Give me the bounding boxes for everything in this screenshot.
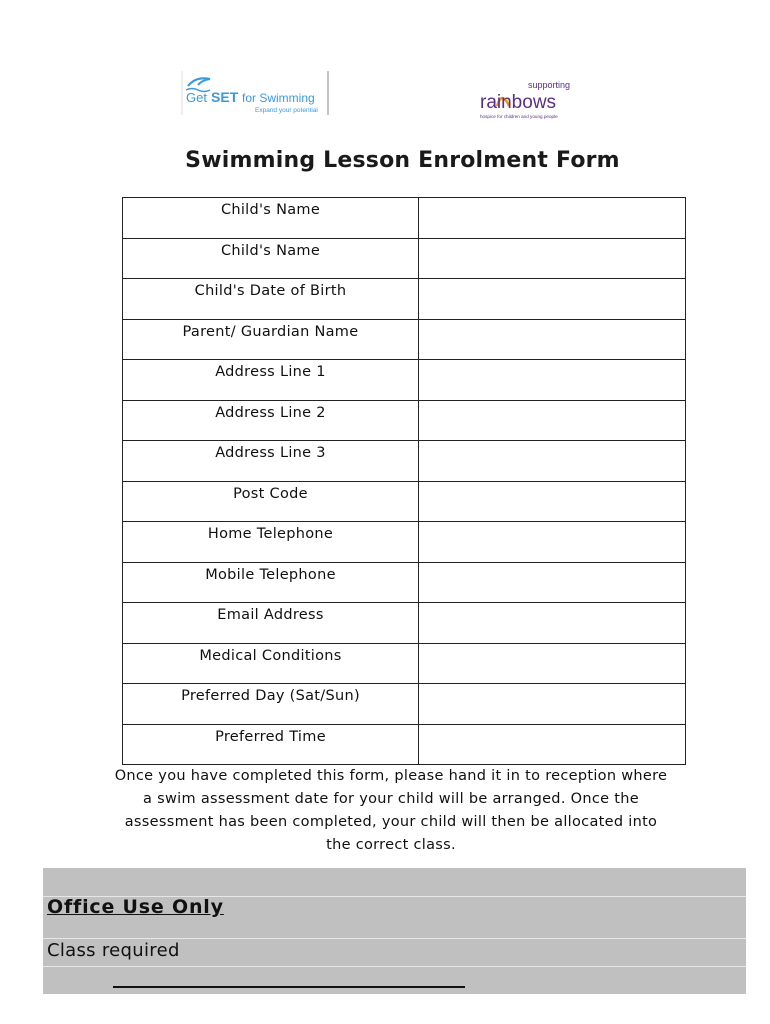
field-label: Parent/ Guardian Name bbox=[123, 319, 419, 360]
divider bbox=[43, 966, 746, 967]
field-label: Preferred Time bbox=[123, 724, 419, 765]
field-input[interactable] bbox=[419, 643, 686, 684]
getset-for-swimming: for Swimming bbox=[242, 91, 315, 105]
instructions-line: assessment has been completed, your child will then be allocated into bbox=[124, 814, 658, 830]
instructions-text bbox=[100, 765, 682, 857]
form-row bbox=[123, 643, 686, 684]
instructions-line: a swim assessment date for your child will be arranged. Once the bbox=[143, 791, 639, 807]
rainbows-name: rainbows bbox=[480, 92, 557, 113]
enrolment-form-table bbox=[122, 197, 686, 765]
field-input[interactable] bbox=[419, 684, 686, 725]
divider bbox=[43, 938, 746, 939]
getset-set: SET bbox=[211, 89, 239, 105]
instructions-line: the correct class. bbox=[326, 837, 456, 853]
field-input[interactable] bbox=[419, 481, 686, 522]
class-required-field[interactable] bbox=[113, 986, 465, 988]
field-label: Email Address bbox=[123, 603, 419, 644]
form-row bbox=[123, 238, 686, 279]
field-input[interactable] bbox=[419, 724, 686, 765]
field-label: Address Line 3 bbox=[123, 441, 419, 482]
field-label: Medical Conditions bbox=[123, 643, 419, 684]
form-row bbox=[123, 724, 686, 765]
office-use-section bbox=[43, 868, 746, 994]
field-label: Address Line 2 bbox=[123, 400, 419, 441]
form-row bbox=[123, 360, 686, 401]
getset-tagline: Expand your potential bbox=[255, 107, 318, 114]
field-input[interactable] bbox=[419, 522, 686, 563]
field-input[interactable] bbox=[419, 198, 686, 239]
form-row bbox=[123, 562, 686, 603]
field-input[interactable] bbox=[419, 360, 686, 401]
field-label: Child's Name bbox=[123, 198, 419, 239]
form-row bbox=[123, 603, 686, 644]
form-row bbox=[123, 198, 686, 239]
form-row bbox=[123, 684, 686, 725]
class-required-label: Class required bbox=[47, 940, 180, 961]
rainbows-supporting: supporting bbox=[528, 80, 571, 90]
field-label: Child's Date of Birth bbox=[123, 279, 419, 320]
field-input[interactable] bbox=[419, 400, 686, 441]
form-row bbox=[123, 441, 686, 482]
field-input[interactable] bbox=[419, 319, 686, 360]
field-input[interactable] bbox=[419, 279, 686, 320]
instructions-line: Once you have completed this form, please hand it in to reception where bbox=[114, 768, 668, 784]
field-label: Child's Name bbox=[123, 238, 419, 279]
field-label: Home Telephone bbox=[123, 522, 419, 563]
form-row bbox=[123, 279, 686, 320]
rainbows-tagline: hospice for children and young people bbox=[480, 114, 558, 119]
form-row bbox=[123, 400, 686, 441]
field-label: Preferred Day (Sat/Sun) bbox=[123, 684, 419, 725]
field-input[interactable] bbox=[419, 562, 686, 603]
field-label: Post Code bbox=[123, 481, 419, 522]
field-label: Mobile Telephone bbox=[123, 562, 419, 603]
form-row bbox=[123, 319, 686, 360]
field-input[interactable] bbox=[419, 238, 686, 279]
getset-get: Get bbox=[186, 90, 207, 105]
form-title: Swimming Lesson Enrolment Form bbox=[185, 148, 620, 173]
form-row bbox=[123, 522, 686, 563]
field-label: Address Line 1 bbox=[123, 360, 419, 401]
swimmer-icon bbox=[188, 78, 210, 86]
form-row bbox=[123, 481, 686, 522]
get-set-for-swimming-logo bbox=[180, 70, 330, 116]
field-input[interactable] bbox=[419, 441, 686, 482]
office-use-title: Office Use Only bbox=[47, 896, 224, 918]
field-input[interactable] bbox=[419, 603, 686, 644]
rainbows-logo bbox=[478, 78, 574, 120]
